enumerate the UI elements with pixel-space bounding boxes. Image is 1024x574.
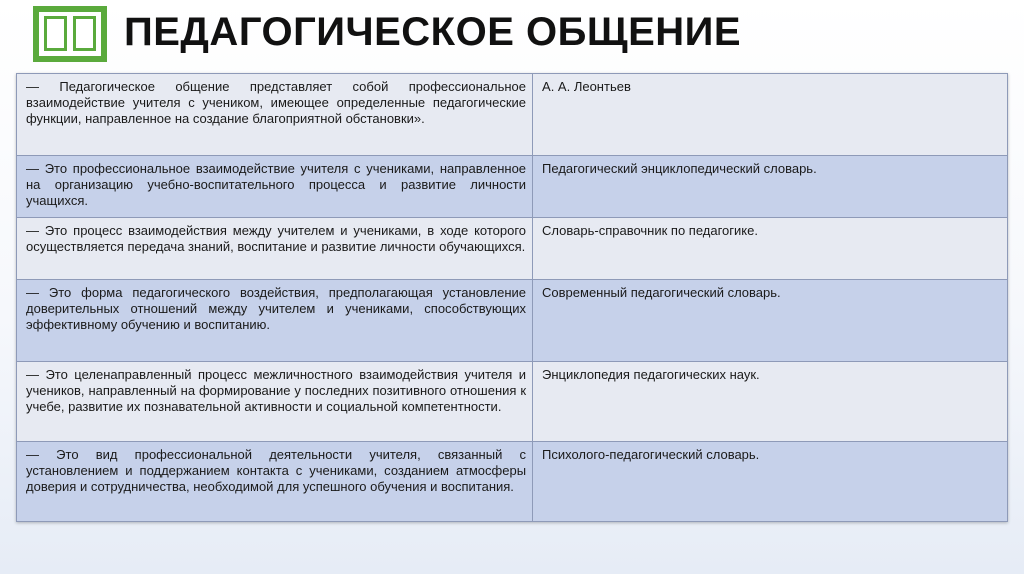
source-cell: Современный педагогический словарь.	[533, 280, 1008, 362]
definition-cell: — Это профессиональное взаимодействие учителя с учениками, направленное на организацию учебно-воспитательного процесса и развитие личности учащихся.	[17, 156, 533, 218]
definition-cell: — Это форма педагогического воздействия, предполагающая установление доверительных отношений между учителем и учениками, способствующих эффективному обучению и воспитанию.	[17, 280, 533, 362]
table-row	[17, 362, 1008, 442]
definition-cell: — Это целенаправленный процесс межличностного взаимодействия учителя и учеников, направленный на формирование у последних позитивного отношения к учебе, развитие их познавательной активности и социальной компетентности.	[17, 362, 533, 442]
source-cell: Педагогический энциклопедический словарь.	[533, 156, 1008, 218]
source-cell: А. А. Леонтьев	[533, 74, 1008, 156]
source-cell: Психолого-педагогический словарь.	[533, 442, 1008, 522]
table-row	[17, 218, 1008, 280]
table-row	[17, 74, 1008, 156]
definitions-table	[16, 73, 1008, 522]
table-row	[17, 442, 1008, 522]
definition-cell: — Педагогическое общение представляет собой профессиональное взаимодействие учителя с учеником, имеющее определенные педагогические функции, направленное на создание благоприятной обстановки».	[17, 74, 533, 156]
definition-cell: — Это процесс взаимодействия между учителем и учениками, в ходе которого осуществляется передача знаний, воспитание и развитие личности обучающихся.	[17, 218, 533, 280]
definition-cell: — Это вид профессиональной деятельности учителя, связанный с установлением и поддержанием контакта с учениками, созданием атмосферы доверия и сотрудничества, необходимой для успешного обучения и воспитания.	[17, 442, 533, 522]
slide-header	[0, 0, 1024, 70]
open-book-icon	[33, 6, 107, 62]
source-cell: Энциклопедия педагогических наук.	[533, 362, 1008, 442]
page-title: ПЕДАГОГИЧЕСКОЕ ОБЩЕНИЕ	[124, 10, 742, 54]
table-row	[17, 280, 1008, 362]
table-row	[17, 156, 1008, 218]
source-cell: Словарь-справочник по педагогике.	[533, 218, 1008, 280]
